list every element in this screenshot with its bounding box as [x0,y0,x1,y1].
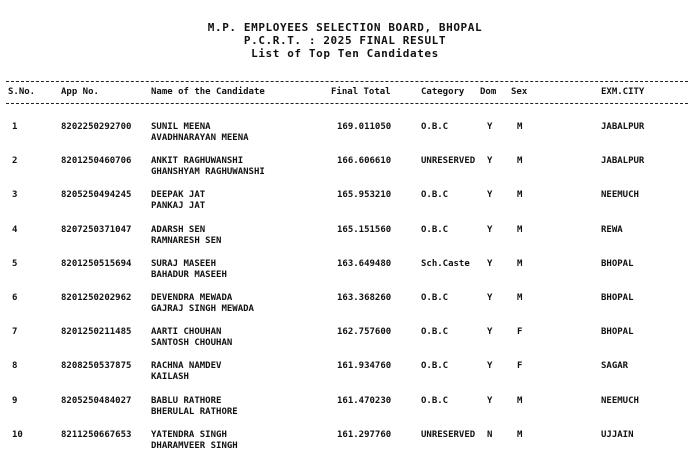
cell-city: BHOPAL [601,258,634,269]
cell-dom: Y [487,190,493,201]
cell-sex: M [517,395,523,406]
cell-city: UJJAIN [601,429,634,440]
list-subtitle: List of Top Ten Candidates [251,47,439,60]
cell-total: 162.757600 [337,327,392,338]
cell-app: 8201250515694 [61,258,132,269]
cell-total: 161.934760 [337,361,392,372]
cell-app: 8201250211485 [61,327,132,338]
cell-name: DEVENDRA MEWADA [151,293,233,303]
cell-category: Sch.Caste [421,258,470,269]
cell-city: SAGAR [601,361,629,372]
cell-dom: Y [487,224,493,235]
cell-father-name: GAJRAJ SINGH MEWADA [151,304,254,314]
cell-city: BHOPAL [601,293,634,303]
cell-sex: F [517,327,523,338]
cell-app: 8201250202962 [61,293,132,303]
top-divider [6,81,688,82]
cell-father-name: AVADHNARAYAN MEENA [151,133,249,143]
cell-category: O.B.C [421,224,449,235]
col-sex: Sex [511,87,528,97]
cell-app: 8205250494245 [61,190,132,201]
cell-sno: 1 [12,122,18,132]
cell-sex: M [517,156,523,167]
cell-sno: 6 [12,293,18,303]
cell-dom: N [487,429,493,440]
col-dom: Dom [480,87,497,97]
col-final-total: Final Total [331,87,391,97]
cell-father-name: RAMNARESH SEN [151,235,222,246]
cell-name: BABLU RATHORE [151,395,222,406]
cell-name: RACHNA NAMDEV [151,361,222,372]
cell-sno: 3 [12,190,18,201]
cell-sex: M [517,224,523,235]
cell-sex: M [517,293,523,303]
cell-category: O.B.C [421,395,449,406]
cell-father-name: PANKAJ JAT [151,201,206,212]
cell-name: DEEPAK JAT [151,190,206,201]
cell-app: 8208250537875 [61,361,132,372]
cell-app: 8211250667653 [61,429,132,440]
cell-category: O.B.C [421,293,449,303]
cell-dom: Y [487,293,493,303]
cell-category: O.B.C [421,327,449,338]
board-title: M.P. EMPLOYEES SELECTION BOARD, BHOPAL [207,21,483,34]
cell-app: 8201250460706 [61,156,132,167]
cell-sex: M [517,122,523,132]
cell-app: 8202250292700 [61,122,132,132]
cell-father-name: DHARAMVEER SINGH [151,440,238,451]
cell-city: BHOPAL [601,327,634,338]
cell-sno: 9 [12,395,18,406]
cell-city: NEEMUCH [601,395,639,406]
cell-total: 161.470230 [337,395,392,406]
cell-name: SUNIL MEENA [151,122,211,132]
col-app-no: App No. [61,87,99,97]
cell-name: ANKIT RAGHUWANSHI [151,156,244,167]
cell-name: SURAJ MASEEH [151,258,217,269]
cell-total: 166.606610 [337,156,392,167]
cell-total: 169.011050 [337,122,392,132]
cell-total: 163.649480 [337,258,392,269]
cell-sno: 8 [12,361,18,372]
cell-city: JABALPUR [601,156,645,167]
cell-father-name: SANTOSH CHOUHAN [151,338,233,349]
cell-total: 163.368260 [337,293,392,303]
col-sno: S.No. [8,87,36,97]
cell-sex: M [517,429,523,440]
cell-father-name: BHERULAL RATHORE [151,406,238,417]
col-exam-city: EXM.CITY [601,87,645,97]
cell-sex: M [517,258,523,269]
cell-total: 165.151560 [337,224,392,235]
cell-dom: Y [487,156,493,167]
col-category: Category [421,87,465,97]
cell-city: NEEMUCH [601,190,639,201]
cell-name: YATENDRA SINGH [151,429,227,440]
cell-dom: Y [487,122,493,132]
cell-category: UNRESERVED [421,429,476,440]
cell-city: REWA [601,224,623,235]
cell-dom: Y [487,361,493,372]
header-divider [6,103,688,104]
cell-category: O.B.C [421,190,449,201]
exam-title: P.C.R.T. : 2025 FINAL RESULT [243,34,447,47]
cell-total: 161.297760 [337,429,392,440]
cell-sno: 4 [12,224,18,235]
cell-dom: Y [487,327,493,338]
cell-dom: Y [487,258,493,269]
col-name: Name of the Candidate [151,87,265,97]
cell-sex: F [517,361,523,372]
cell-father-name: KAILASH [151,372,189,383]
cell-sno: 2 [12,156,18,167]
cell-city: JABALPUR [601,122,645,132]
cell-sno: 10 [12,429,23,440]
cell-father-name: GHANSHYAM RAGHUWANSHI [151,167,265,178]
cell-name: ADARSH SEN [151,224,206,235]
cell-category: O.B.C [421,122,449,132]
cell-name: AARTI CHOUHAN [151,327,222,338]
cell-sno: 5 [12,258,18,269]
cell-app: 8205250484027 [61,395,132,406]
cell-sno: 7 [12,327,18,338]
cell-sex: M [517,190,523,201]
cell-total: 165.953210 [337,190,392,201]
cell-father-name: BAHADUR MASEEH [151,269,227,280]
cell-app: 8207250371047 [61,224,132,235]
cell-category: UNRESERVED [421,156,476,167]
cell-category: O.B.C [421,361,449,372]
cell-dom: Y [487,395,493,406]
